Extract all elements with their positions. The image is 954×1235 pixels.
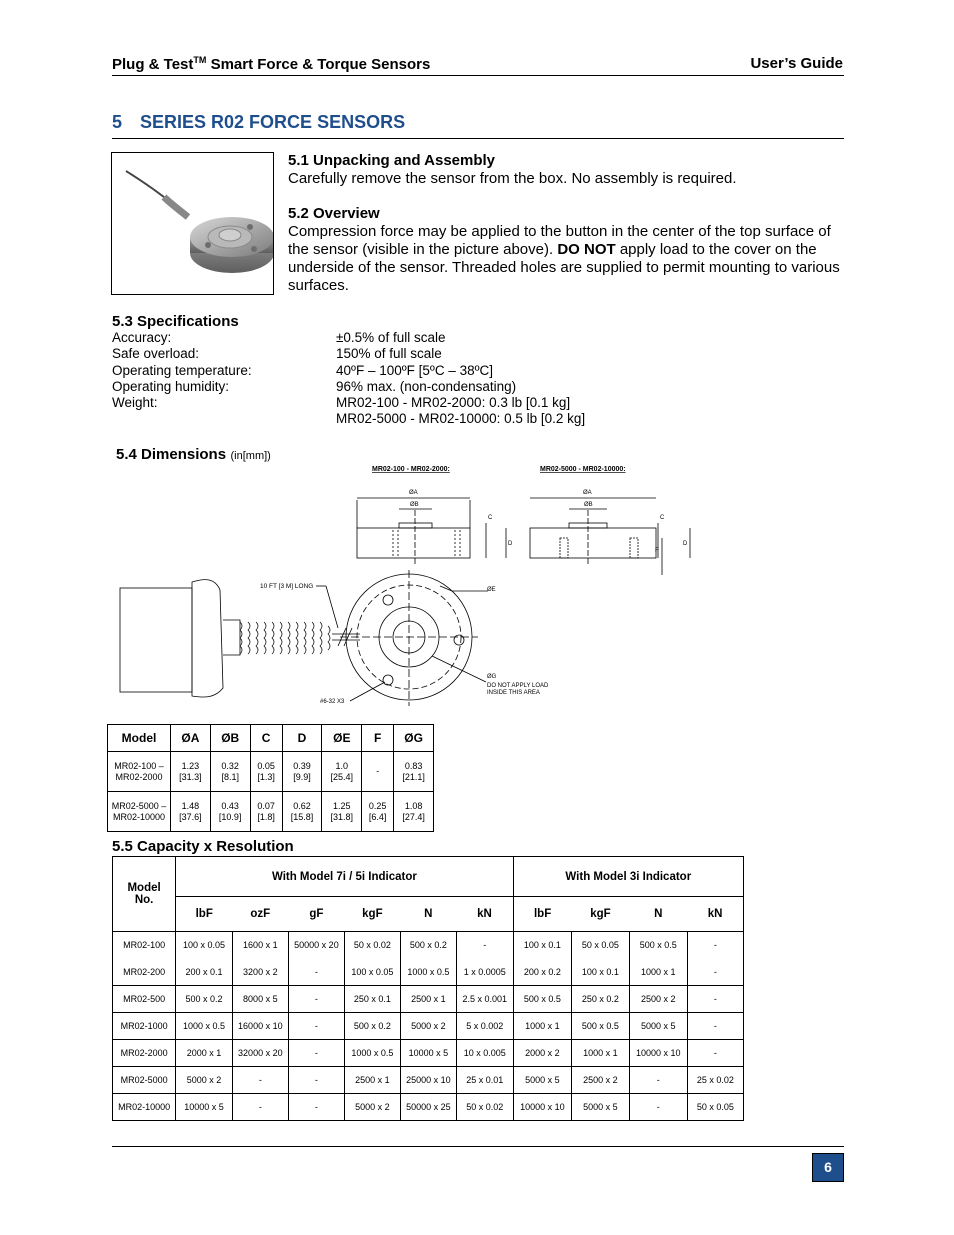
table-cell: 2500 x 2 (572, 1067, 630, 1094)
footer-rule (112, 1146, 844, 1147)
header-title (112, 55, 430, 73)
table-cell: 250 x 0.2 (572, 986, 630, 1013)
table-row (113, 1094, 744, 1121)
table-cell: - (629, 1094, 687, 1121)
table-cell: - (687, 959, 743, 986)
spec-row (112, 346, 712, 362)
drawing-d-small: D (508, 541, 513, 547)
table-cell: 2.5 x 0.001 (456, 986, 513, 1013)
table-cell: 1.23 [31.3] (171, 752, 211, 792)
table-cell: - (288, 959, 344, 986)
model-cell: MR02-10000 (113, 1094, 176, 1121)
overview-warning: DO NOT (557, 241, 616, 258)
sensor-photo (111, 152, 274, 295)
table-cell: 1.48 [37.6] (171, 792, 211, 832)
table-cell: 32000 x 20 (232, 1040, 288, 1067)
drawing-f-large: F (655, 548, 659, 554)
unit-header-cell: kN (687, 897, 743, 932)
table-cell: - (456, 932, 513, 959)
overview-text-b: apply load to the cover on the underside of the sensor. Threaded holes are supplied to permit mounting to various surfaces. (288, 241, 840, 294)
drawing-g-label: ØG (487, 674, 497, 680)
dimension-drawing (110, 460, 710, 710)
table-cell: 5000 x 5 (629, 1013, 687, 1040)
table-cell: - (232, 1067, 288, 1094)
table-cell: 3200 x 2 (232, 959, 288, 986)
unit-header-cell: kN (456, 897, 513, 932)
unit-header-cell: gF (288, 897, 344, 932)
header-guide-label: User’s Guide (750, 55, 843, 72)
table-row (113, 959, 744, 986)
spec-value: 150% of full scale (336, 346, 442, 362)
table-cell: 5000 x 2 (176, 1067, 233, 1094)
table-cell: 500 x 0.2 (344, 1013, 400, 1040)
unpacking-heading: 5.1 Unpacking and Assembly (288, 152, 496, 169)
model-cell: MR02-100 (123, 940, 166, 951)
capacity-heading: 5.5 Capacity x Resolution (112, 838, 294, 855)
table-cell: 500 x 0.5 (572, 1013, 630, 1040)
table-cell: 50 x 0.02 (344, 932, 400, 959)
table-cell: 2500 x 2 (629, 986, 687, 1013)
load-note-line2: INSIDE THIS AREA (487, 690, 540, 696)
model-cell: MR02-200 (123, 966, 166, 977)
drawing-a-small: ØA (409, 490, 418, 496)
drawing-b-large: ØB (584, 502, 593, 508)
model-header: Model No. (113, 857, 176, 932)
spec-label: Accuracy: (112, 330, 172, 345)
table-cell: 10000 x 10 (513, 1094, 571, 1121)
dimensions-title: 5.4 Dimensions (116, 446, 227, 463)
overview-text (288, 223, 840, 295)
table-cell: 5000 x 5 (513, 1067, 571, 1094)
table-cell: 50 x 0.05 (572, 932, 630, 959)
table-cell: 5000 x 2 (400, 1013, 456, 1040)
table-cell: - (288, 1040, 344, 1067)
table-cell: 2500 x 1 (344, 1067, 400, 1094)
sensor-photo-illustration (112, 153, 273, 294)
drawing-d-large: D (683, 541, 688, 547)
holes-label: #6-32 X3 (320, 699, 345, 705)
dimensions-unit: (in[mm]) (230, 450, 271, 462)
table-cell: 0.32 [8.1] (210, 752, 250, 792)
table-cell: 200 x 0.1 (176, 959, 233, 986)
unit-header-cell: lbF (513, 897, 571, 932)
group-3i-header: With Model 3i Indicator (513, 857, 743, 897)
table-cell: 10000 x 10 (629, 1040, 687, 1067)
table-cell: 1.25 [31.8] (322, 792, 362, 832)
table-cell: 500 x 0.2 (400, 932, 456, 959)
capacity-body (113, 932, 744, 1121)
table-cell: 8000 x 5 (232, 986, 288, 1013)
table-cell: 1.0 [25.4] (322, 752, 362, 792)
spec-row (112, 330, 712, 346)
table-cell: 0.83 [21.1] (394, 752, 434, 792)
trademark-mark: TM (193, 55, 207, 65)
table-cell: 500 x 0.5 (629, 932, 687, 959)
table-cell: 1600 x 1 (232, 932, 288, 959)
table-cell: 10 x 0.005 (456, 1040, 513, 1067)
table-cell: - (362, 752, 394, 792)
spec-label: Safe overload: (112, 346, 200, 362)
table-cell: 0.25 [6.4] (362, 792, 394, 832)
table-cell: MR02-5000 – MR02-10000 (108, 792, 171, 832)
table-cell: 0.05 [1.3] (250, 752, 282, 792)
spec-label: Operating humidity: (112, 378, 230, 394)
table-cell: 25000 x 10 (400, 1067, 456, 1094)
table-cell: - (629, 1067, 687, 1094)
table-cell: - (288, 1067, 344, 1094)
dim-header-cell: Model (108, 725, 171, 752)
table-cell: 500 x 0.5 (513, 986, 571, 1013)
table-cell: 25 x 0.02 (687, 1067, 743, 1094)
spec-value: 96% max. (non-condensating) (336, 378, 517, 394)
capacity-table (112, 856, 744, 1121)
drawing-c-small: C (488, 515, 493, 521)
drawing-label-small: MR02-100 - MR02-2000: (372, 466, 450, 473)
table-cell: 100 x 0.1 (513, 932, 571, 959)
table-cell: 0.43 [10.9] (210, 792, 250, 832)
table-cell: 16000 x 10 (232, 1013, 288, 1040)
table-cell: 250 x 0.1 (344, 986, 400, 1013)
table-cell: - (288, 986, 344, 1013)
drawing-e-label: ØE (487, 587, 496, 593)
unit-header-cell: kgF (344, 897, 400, 932)
spec-row (112, 395, 712, 411)
section-name: SERIES R02 FORCE SENSORS (140, 112, 406, 132)
capacity-unit-row (113, 897, 744, 932)
dim-header-cell: ØA (171, 725, 211, 752)
unit-header-cell: ozF (232, 897, 288, 932)
table-cell: 2500 x 1 (400, 986, 456, 1013)
table-cell: 5 x 0.002 (456, 1013, 513, 1040)
unit-header-cell: N (400, 897, 456, 932)
table-row (113, 1013, 744, 1040)
spec-value: MR02-100 - MR02-2000: 0.3 lb [0.1 kg] (336, 395, 571, 411)
page-number: 6 (812, 1153, 844, 1182)
table-cell: 100 x 0.05 (176, 932, 233, 959)
table-cell: - (232, 1094, 288, 1121)
section-rule (112, 138, 844, 139)
table-row (108, 792, 434, 832)
table-row (113, 1067, 744, 1094)
header-title-post: Smart Force & Torque Sensors (206, 56, 431, 73)
dim-header-cell: D (282, 725, 322, 752)
table-cell: - (288, 1013, 344, 1040)
table-cell: 50000 x 25 (400, 1094, 456, 1121)
capacity-group-row (113, 857, 744, 897)
dim-header-cell: C (250, 725, 282, 752)
table-cell: 50 x 0.05 (687, 1094, 743, 1121)
table-cell: 1000 x 0.5 (176, 1013, 233, 1040)
table-cell: 100 x 0.05 (344, 959, 400, 986)
table-cell: 100 x 0.1 (572, 959, 630, 986)
table-cell: 2000 x 1 (176, 1040, 233, 1067)
dim-header-cell: F (362, 725, 394, 752)
table-cell: 1000 x 1 (572, 1040, 630, 1067)
model-cell: MR02-500 (113, 986, 176, 1013)
drawing-label-large: MR02-5000 - MR02-10000: (540, 466, 626, 473)
unpacking-text: Carefully remove the sensor from the box. No assembly is required. (288, 170, 737, 187)
model-cell: MR02-2000 (113, 1040, 176, 1067)
section-title (112, 112, 405, 133)
drawing-a-large: ØA (583, 490, 592, 496)
dim-header-cell: ØG (394, 725, 434, 752)
drawing-b-small: ØB (410, 502, 419, 508)
table-cell: 1 x 0.0005 (456, 959, 513, 986)
drawing-c-large: C (660, 515, 665, 521)
overview-text-a: Compression force may be applied to the button in the center of the top surface of the sensor (visible in the picture above). (288, 223, 831, 258)
spec-label: Operating temperature: (112, 362, 252, 378)
table-cell: 0.39 [9.9] (282, 752, 322, 792)
table-cell: - (687, 932, 743, 959)
table-cell: 0.07 [1.8] (250, 792, 282, 832)
table-row (113, 986, 744, 1013)
table-row (108, 752, 434, 792)
cable-length-label: 10 FT [3 M] LONG (260, 583, 314, 590)
dimensions-header-row (108, 725, 434, 752)
model-cell: MR02-5000 (113, 1067, 176, 1094)
group-7i-5i-header: With Model 7i / 5i Indicator (176, 857, 513, 897)
table-cell: 1000 x 0.5 (344, 1040, 400, 1067)
table-cell: 1000 x 1 (513, 1013, 571, 1040)
table-cell: 25 x 0.01 (456, 1067, 513, 1094)
section-number: 5 (112, 112, 123, 132)
table-cell: 200 x 0.2 (513, 959, 571, 986)
table-cell: 1000 x 0.5 (400, 959, 456, 986)
dim-header-cell: ØB (210, 725, 250, 752)
spec-value: 40ºF – 100ºF [5ºC – 38ºC] (336, 362, 494, 378)
table-cell: 1.08 [27.4] (394, 792, 434, 832)
spec-row (112, 363, 712, 379)
unit-header-cell: N (629, 897, 687, 932)
dim-header-cell: ØE (322, 725, 362, 752)
overview-heading: 5.2 Overview (288, 205, 380, 222)
table-cell: 5000 x 2 (344, 1094, 400, 1121)
spec-row (112, 379, 712, 395)
table-cell: 50 x 0.02 (456, 1094, 513, 1121)
specs-heading: 5.3 Specifications (112, 313, 239, 330)
table-cell: 5000 x 5 (572, 1094, 630, 1121)
model-cell: MR02-1000 (113, 1013, 176, 1040)
table-cell: 50000 x 20 (288, 932, 344, 959)
header-title-pre: Plug & Test (112, 56, 194, 73)
spec-value: MR02-5000 - MR02-10000: 0.5 lb [0.2 kg] (336, 411, 586, 427)
table-row (113, 932, 744, 959)
spec-row (112, 411, 712, 427)
table-cell: 1000 x 1 (629, 959, 687, 986)
table-cell: - (687, 1040, 743, 1067)
table-cell: - (687, 986, 743, 1013)
table-cell: 10000 x 5 (400, 1040, 456, 1067)
load-note-line1: DO NOT APPLY LOAD (487, 683, 549, 689)
specs-list (112, 330, 712, 428)
unit-header-cell: lbF (176, 897, 233, 932)
table-cell: - (687, 1013, 743, 1040)
table-cell: 2000 x 2 (513, 1040, 571, 1067)
table-row (113, 1040, 744, 1067)
table-cell: MR02-100 – MR02-2000 (108, 752, 171, 792)
dimensions-table (107, 724, 434, 832)
table-cell: 10000 x 5 (176, 1094, 233, 1121)
spec-label: Weight: (112, 395, 158, 411)
spec-value: ±0.5% of full scale (336, 330, 446, 345)
table-cell: - (288, 1094, 344, 1121)
table-cell: 0.62 [15.8] (282, 792, 322, 832)
table-cell: 500 x 0.2 (176, 986, 233, 1013)
unit-header-cell: kgF (572, 897, 630, 932)
header-rule (112, 75, 844, 76)
